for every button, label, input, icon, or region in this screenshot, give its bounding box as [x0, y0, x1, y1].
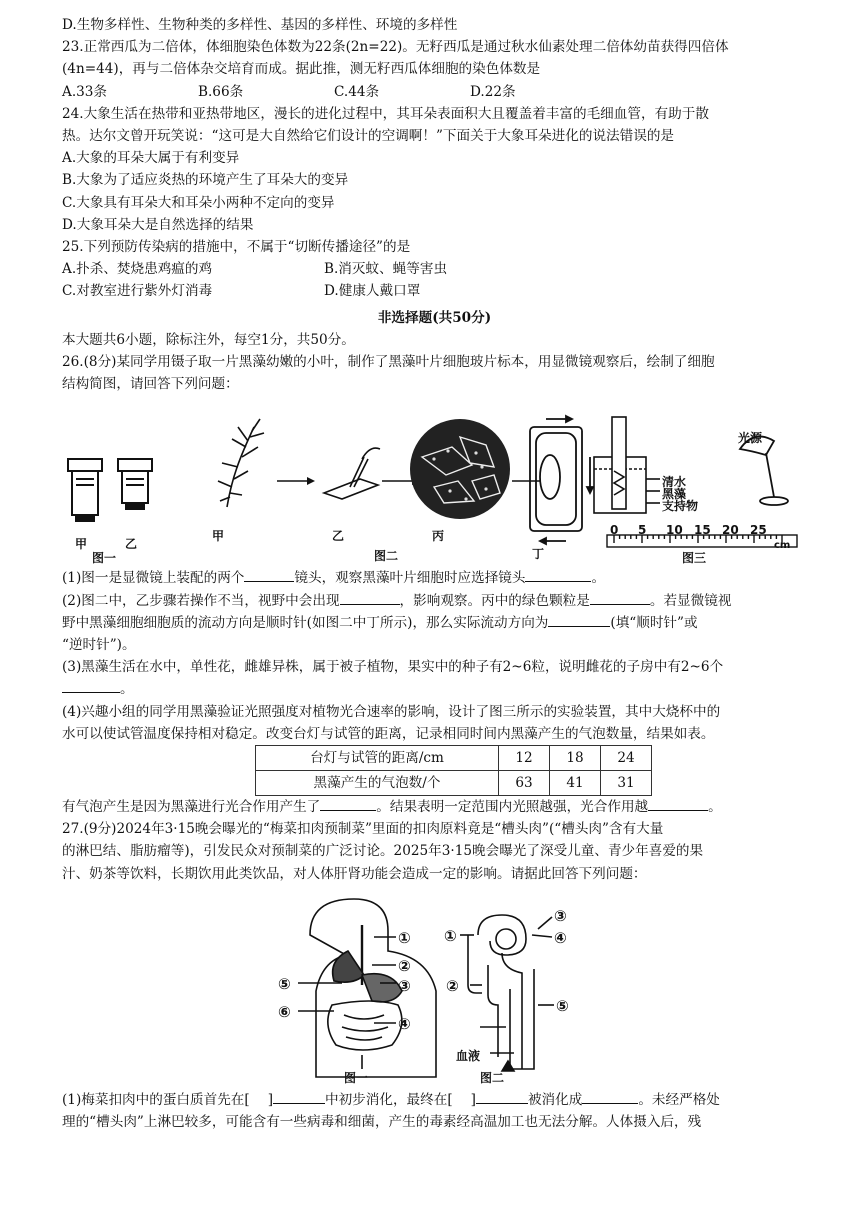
q24-option-d: D.大象耳朵大是自然选择的结果 [62, 216, 254, 233]
fig27-1-caption: 图一 [344, 1070, 369, 1085]
q25-options-row2 [62, 280, 807, 302]
q25-options-row1 [62, 258, 807, 280]
ruler-tick-label: 15 [694, 523, 711, 538]
fig27-2-marker-3: ③ [554, 906, 567, 925]
digestive-system-diagram [298, 899, 436, 1077]
exam-page [62, 14, 807, 1133]
answer-blank[interactable] [62, 678, 120, 693]
q24-option-a: A.大象的耳朵大属于有利变异 [62, 150, 240, 167]
q24-stem-line1: 24.大象生活在热带和亚热带地区，漫长的进化过程中，其耳朵表面积大且覆盖着丰富的毛细血管，有助于散 [62, 105, 709, 122]
fig27-2-marker-5: ⑤ [556, 996, 569, 1015]
answer-blank[interactable] [340, 590, 400, 605]
answer-blank[interactable] [476, 1089, 528, 1104]
q26-data-table [255, 745, 652, 796]
fig1-label-jia: 甲 [75, 537, 88, 552]
fig2-label-bing: 丙 [432, 529, 445, 544]
q23-stem-line1: 23.正常西瓜为二倍体，体细胞染色体数为22条(2n=22)。无籽西瓜是通过秋水仙素处理二倍体幼苗获得四倍体 [62, 39, 729, 56]
q26-part5: 有气泡产生是因为黑藻进行光合作用产生了 。结果表明一定范围内光照越强，光合作用越 。 [62, 796, 807, 818]
q23-options [62, 81, 807, 103]
fig27-1-marker-1: ① [398, 928, 411, 947]
q26-part4-line2: 水可以使试管温度保持相对稳定。改变台灯与试管的距离，记录相同时间内黑藻产生的气泡数量，结果如表。 [62, 725, 715, 742]
q25-option-b: B.消灭蚊、蝇等害虫 [324, 261, 448, 278]
q25-option-a: A.扑杀、焚烧患鸡瘟的鸡 [62, 261, 213, 278]
q23-option-b: B.66条 [198, 83, 244, 100]
answer-blank[interactable] [244, 567, 294, 582]
q24-option-b: B.大象为了适应炎热的环境产生了耳朵大的变异 [62, 172, 349, 189]
q24-option-c: C.大象具有耳朵大和耳朵小两种不定向的变异 [62, 194, 335, 211]
fig27-1-marker-3: ③ [398, 976, 411, 995]
fig2-label-jia: 甲 [212, 529, 225, 544]
fig1-label-yi: 乙 [125, 537, 138, 552]
answer-blank[interactable] [320, 796, 376, 811]
answer-blank[interactable] [525, 567, 591, 582]
q23-stem-line2: (4n=44)，再与二倍体杂交培育而成。据此推，测无籽西瓜体细胞的染色体数是 [62, 61, 541, 78]
table-row [256, 771, 652, 796]
fig3-caption: 图三 [682, 551, 707, 566]
table-cell: 12 [499, 746, 550, 771]
fig27-2-label-blood: 血液 [456, 1048, 481, 1063]
q23-option-c: C.44条 [334, 83, 380, 100]
ruler-tick-label: 20 [722, 523, 739, 538]
q25-option-c: C.对教室进行紫外灯消毒 [62, 283, 213, 300]
q25-option-d: D.健康人戴口罩 [324, 283, 421, 300]
section-intro: 本大题共6小题，除标注外，每空1分，共50分。 [62, 331, 355, 348]
objective-lens-jia [68, 459, 102, 521]
fig27-2-marker-4: ④ [554, 928, 567, 947]
fig3-label-algae: 黑藻 [662, 487, 687, 502]
q26-part2-line1: (2)图二中，乙步骤若操作不当，视野中会出现 ，影响观察。丙中的绿色颗粒是 。若显微镜视 [62, 590, 807, 612]
q27-part1-line2: 理的“槽头肉”上淋巴较多，可能含有一些病毒和细菌，产生的毒素经高温加工也无法分解。人体摄入后，残 [62, 1114, 702, 1131]
fig2-caption: 图二 [374, 549, 399, 564]
fig27-1-marker-6: ⑥ [278, 1002, 291, 1021]
answer-blank[interactable] [582, 1089, 638, 1104]
answer-blank[interactable] [590, 590, 650, 605]
fig27-2-marker-1: ① [444, 926, 457, 945]
ruler-unit: cm [774, 540, 791, 552]
q26-stem-line2: 结构简图，请回答下列问题： [62, 376, 239, 393]
q27-stem-line3: 汁、奶茶等饮料，长期饮用此类饮品，对人体肝肾功能会造成一定的影响。请据此回答下列问题： [62, 865, 647, 882]
q26-part1: (1)图一是显微镜上装配的两个 镜头，观察黑藻叶片细胞时应选择镜头 。 [62, 567, 807, 589]
section-title: 非选择题(共50分) [377, 309, 492, 326]
q27-stem-line2: 的淋巴结、脂肪瘤等)，引发民众对预制菜的广泛讨论。2025年3·15晚会曝光了深受儿童、青少年喜爱的果 [62, 843, 704, 860]
q26-part3-line2: 。 [62, 678, 807, 700]
ruler-tick-label: 25 [750, 523, 767, 538]
answer-blank[interactable] [648, 796, 708, 811]
fig3-label-support: 支持物 [662, 499, 699, 514]
q25-stem: 25.下列预防传染病的措施中，不属于“切断传播途径”的是 [62, 239, 411, 256]
table-cell: 63 [499, 771, 550, 796]
q23-option-a: A.33条 [62, 83, 108, 100]
q22-option-d: D.生物多样性、生物种类的多样性、基因的多样性、环境的多样性 [62, 17, 458, 33]
q26-part4-line1: (4)兴趣小组的同学用黑藻验证光照强度对植物光合速率的影响，设计了图三所示的实验装置，其中大烧杯中的 [62, 703, 721, 720]
table-cell: 31 [601, 771, 652, 796]
fig27-1-marker-4: ④ [398, 1014, 411, 1033]
table-cell: 41 [550, 771, 601, 796]
ruler-tick-label: 5 [638, 523, 647, 538]
fig27-1-marker-5: ⑤ [278, 974, 291, 993]
objective-lens-yi [118, 459, 152, 509]
q27-figures [62, 895, 807, 1085]
table-row [256, 746, 652, 771]
fig2-label-yi: 乙 [332, 529, 345, 544]
q27-part1-line1: (1)梅菜扣肉中的蛋白质首先在[ ] 中初步消化，最终在[ ] 被消化成 。未经严格处 [62, 1089, 807, 1111]
q24-stem-line2: 热。达尔文曾开玩笑说：“这可是大自然给它们设计的空调啊！”下面关于大象耳朵进化的说法错误的是 [62, 128, 675, 145]
q27-stem-line1: 27.(9分)2024年3·15晚会曝光的“梅菜扣肉预制菜”里面的扣肉原料竟是“槽头肉”(“槽头肉”含有大量 [62, 821, 664, 838]
q26-part3-line1: (3)黑藻生活在水中，单性花，雌雄异株，属于被子植物，果实中的种子有2~6粒，说明雌花的子房中有2~6个 [62, 659, 724, 676]
q26-stem-line1: 26.(8分)某同学用镊子取一片黑藻幼嫩的小叶，制作了黑藻叶片细胞玻片标本，用显微镜观察后，绘制了细胞 [62, 354, 715, 371]
fig27-2-caption: 图二 [480, 1070, 505, 1085]
q26-part2-line3: “逆时针”)。 [62, 637, 136, 654]
answer-blank[interactable] [273, 1089, 325, 1104]
table-cell: 18 [550, 746, 601, 771]
answer-blank[interactable] [548, 612, 610, 627]
q23-option-d: D.22条 [470, 83, 516, 100]
q27-figures-drawing [62, 895, 807, 1085]
ruler-tick-label: 0 [610, 523, 619, 538]
fig3-label-light: 光源 [738, 431, 763, 446]
q26-figures [62, 397, 807, 567]
table-row-header: 台灯与试管的距离/cm [256, 746, 499, 771]
q26-part2-line2: 野中黑藻细胞细胞质的流动方向是顺时针(如图二中丁所示)，那么实际流动方向为 (填“顺时针”或 [62, 612, 807, 634]
fig2-label-ding: 丁 [532, 547, 545, 562]
ruler-tick-label: 10 [666, 523, 683, 538]
fig27-1-marker-2: ② [398, 956, 411, 975]
fig3-label-water: 清水 [662, 475, 687, 490]
cell-cytoplasm-flow [530, 416, 593, 544]
table-cell: 24 [601, 746, 652, 771]
fig1-caption: 图一 [92, 551, 117, 566]
slide-preparation [324, 449, 380, 500]
hydrilla-plant [218, 419, 264, 507]
fig27-2-marker-2: ② [446, 976, 459, 995]
table-row-header: 黑藻产生的气泡数/个 [256, 771, 499, 796]
beaker-test-tube-apparatus [594, 417, 660, 513]
microscope-field-view [410, 419, 510, 519]
